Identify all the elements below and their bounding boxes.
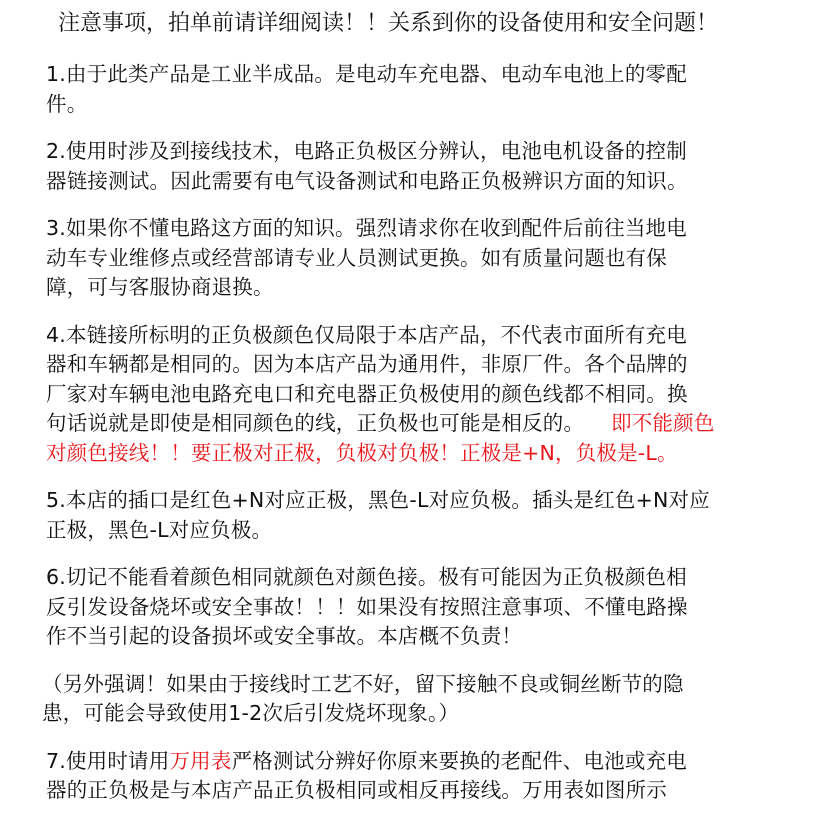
notice-item-4 bbox=[46, 321, 787, 469]
notice-item-2-line-1: 2.使用时涉及到接线技术，电路正负极区分辨认，电池电机设备的控制 bbox=[46, 139, 687, 163]
notice-item-1-line-1: 1.由于此类产品是工业半成品。是电动车充电器、电动车电池上的零配 bbox=[46, 62, 687, 86]
notice-item-5-line-1: 5.本店的插口是红色+N对应正极，黑色-L对应负极。插头是红色+N对应 bbox=[46, 488, 710, 512]
notice-extra-note-line-2: 患，可能会导致使用1-2次后引发烧坏现象。） bbox=[42, 701, 460, 725]
color-warning-text-start: 即不能颜色 bbox=[611, 411, 715, 435]
notice-item-7 bbox=[46, 747, 787, 806]
notice-item-6 bbox=[46, 563, 787, 652]
notice-item-1 bbox=[46, 60, 787, 119]
notice-item-3-line-3: 障，可与客服协商退换。 bbox=[46, 275, 274, 299]
notice-item-4-line-2: 器和车辆都是相同的。因为本店产品为通用件，非原厂件。各个品牌的 bbox=[46, 352, 688, 376]
color-warning-text: 对颜色接线！！要正极对正极，负极对负极！正极是+N，负极是-L。 bbox=[46, 440, 678, 465]
notice-item-4-line-4 bbox=[46, 409, 787, 439]
notice-item-2 bbox=[46, 137, 787, 196]
notice-item-4-line-1: 4.本链接所标明的正负极颜色仅局限于本店产品，不代表市面所有充电 bbox=[46, 322, 687, 347]
notice-item-2-line-2: 器链接测试。因此需要有电气设备测试和电路正负极辨识方面的知识。 bbox=[46, 168, 688, 193]
notice-item-5-line-2: 正极，黑色-L对应负极。 bbox=[46, 517, 273, 542]
notice-item-3-line-1: 3.如果你不懂电路这方面的知识。强烈请求你在收到配件后前往当地电 bbox=[46, 216, 687, 240]
notice-item-3-line-2: 动车专业维修点或经营部请专业人员测试更换。如有质量问题也有保 bbox=[46, 245, 667, 270]
notice-item-7-line-2: 器的正负极是与本店产品正负极相同或相反再接线。万用表如图所示 bbox=[46, 778, 667, 802]
notice-extra-note bbox=[42, 670, 787, 729]
notice-item-7-line-1-post: 严格测试分辨好你原来要换的老配件、电池或充电 bbox=[231, 748, 687, 773]
notice-item-6-line-1: 6.切记不能看着颜色相同就颜色对颜色接。极有可能因为正负极颜色相 bbox=[46, 565, 687, 589]
notice-item-5 bbox=[46, 486, 787, 545]
notice-item-6-line-3: 作不当引起的设备损坏或安全事故。本店概不负责！ bbox=[46, 624, 523, 648]
notice-item-3 bbox=[46, 214, 787, 303]
notice-item-6-line-2: 反引发设备烧坏或安全事故！！！如果没有按照注意事项、不懂电路操 bbox=[46, 594, 688, 619]
notice-item-1-line-2: 件。 bbox=[46, 91, 88, 116]
notice-item-4-line-4-text: 句话说就是即使是相同颜色的线，正负极也可能是相反的。 bbox=[46, 411, 585, 435]
multimeter-keyword: 万用表 bbox=[169, 748, 232, 773]
notice-extra-note-line-1: （另外强调！如果由于接线时工艺不好，留下接触不良或铜丝断节的隐 bbox=[42, 671, 684, 696]
notice-item-4-line-3: 厂家对车辆电池电路充电口和充电器正负极使用的颜色线都不相同。换 bbox=[46, 381, 688, 406]
notice-item-7-line-1 bbox=[46, 747, 787, 777]
notice-title: 注意事项，拍单前请详细阅读！！关系到你的设备使用和安全问题！ bbox=[58, 11, 719, 36]
notice-item-7-line-1-pre: 7.使用时请用 bbox=[46, 748, 170, 773]
